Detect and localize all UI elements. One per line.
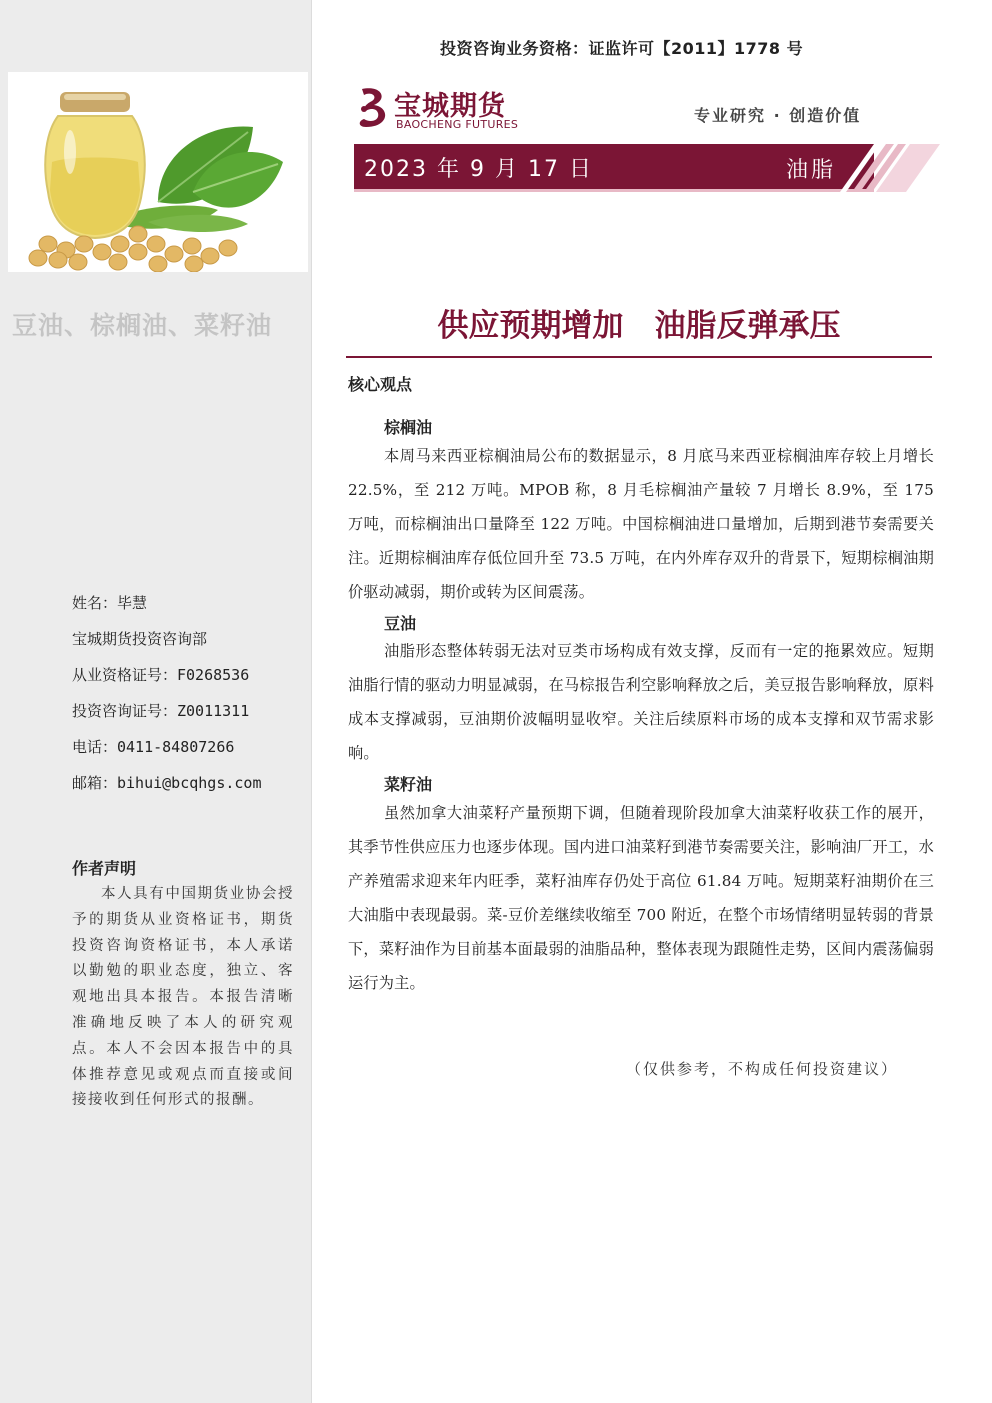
section-heading-rapeseed-oil: 菜籽油	[384, 775, 433, 794]
commodity-title: 豆油、棕榈油、菜籽油	[12, 311, 273, 340]
declaration-body: 本人具有中国期货业协会授予的期货从业资格证书，期货投资咨询资格证书，本人承诺以勤勉的职业态度，独立、客观地出具本报告。本报告清晰准确地反映了本人的研究观点。本人不会因本报告中的具体推荐意见或观点而直接或间接接收到任何形式的报酬。	[72, 886, 294, 1109]
date-bar-underline	[354, 189, 874, 192]
consult-cert-number: 投资咨询证号：Z0011311	[72, 702, 250, 720]
section-body-soybean-oil: 油脂形态整体转弱无法对豆类市场构成有效支撑，反而有一定的拖累效应。短期油脂行情的驱动力明显减弱，在马棕报告利空影响释放之后，美豆报告影响释放，原料成本支撑减弱，豆油期价波幅明显收窄。关注后续原料市场的成本支撑和双节需求影响。	[348, 642, 934, 762]
report-date: 2023 年 9 月 17 日	[364, 157, 593, 182]
section-heading-palm-oil: 棕榈油	[384, 418, 433, 437]
qualification-number: 从业资格证号：F0268536	[72, 666, 250, 684]
report-title: 供应预期增加 油脂反弹承压	[437, 308, 841, 344]
author-department: 宝城期货投资咨询部	[72, 630, 208, 648]
stripe-decoration	[840, 144, 940, 192]
title-rule	[346, 356, 932, 358]
logo-chinese: 宝城期货	[394, 91, 506, 122]
report-category: 油脂	[786, 158, 837, 183]
license-line: 投资咨询业务资格：证监许可【2011】1778 号	[440, 39, 804, 58]
sidebar-divider	[311, 0, 312, 1403]
cover-photo	[8, 72, 308, 272]
core-view-label: 核心观点	[348, 375, 413, 394]
oil-jar-icon	[45, 92, 145, 238]
declaration-title: 作者声明	[72, 859, 137, 878]
section-heading-soybean-oil: 豆油	[384, 614, 417, 633]
email-address: 邮箱：bihui@bcqhgs.com	[72, 774, 262, 792]
section-body-rapeseed-oil: 虽然加拿大油菜籽产量预期下调，但随着现阶段加拿大油菜籽收获工作的展开，其季节性供应压力也逐步体现。国内进口油菜籽到港节奏需要关注，影响油厂开工，水产养殖需求迎来年内旺季，菜籽油库存仍处于高位 61.84 万吨。短期菜籽油期价在三大油脂中表现最弱。菜-豆价差继续收缩至 700 附近，在整个市场情绪明显转弱的背景下，菜籽油作为目前基本面最弱的油脂品种，整体表现为跟随性走势，区间内震荡偏弱运行为主。	[348, 804, 934, 992]
baocheng-logo-icon	[354, 85, 394, 131]
phone-number: 电话：0411-84807266	[72, 738, 235, 756]
author-name: 姓名：毕慧	[72, 594, 148, 612]
soybeans-icon	[29, 226, 237, 272]
section-body-palm-oil: 本周马来西亚棕榈油局公布的数据显示，8 月底马来西亚棕榈油库存较上月增长 22.5%，至 212 万吨。MPOB 称，8 月毛棕榈油产量较 7 月增长 8.9%，至 175 万吨，而棕榈油出口量降至 122 万吨。中国棕榈油进口量增加，后期到港节奏需要关注。近期棕榈油库存低位回升至 73.5 万吨，在内外库存双升的背景下，短期棕榈油期价驱动减弱，期价或转为区间震荡。	[348, 447, 934, 601]
slogan: 专业研究 · 创造价值	[694, 106, 862, 125]
author-contact	[72, 585, 307, 801]
disclaimer: （仅供参考，不构成任何投资建议）	[626, 1060, 899, 1078]
logo-english: BAOCHENG FUTURES	[396, 118, 519, 131]
